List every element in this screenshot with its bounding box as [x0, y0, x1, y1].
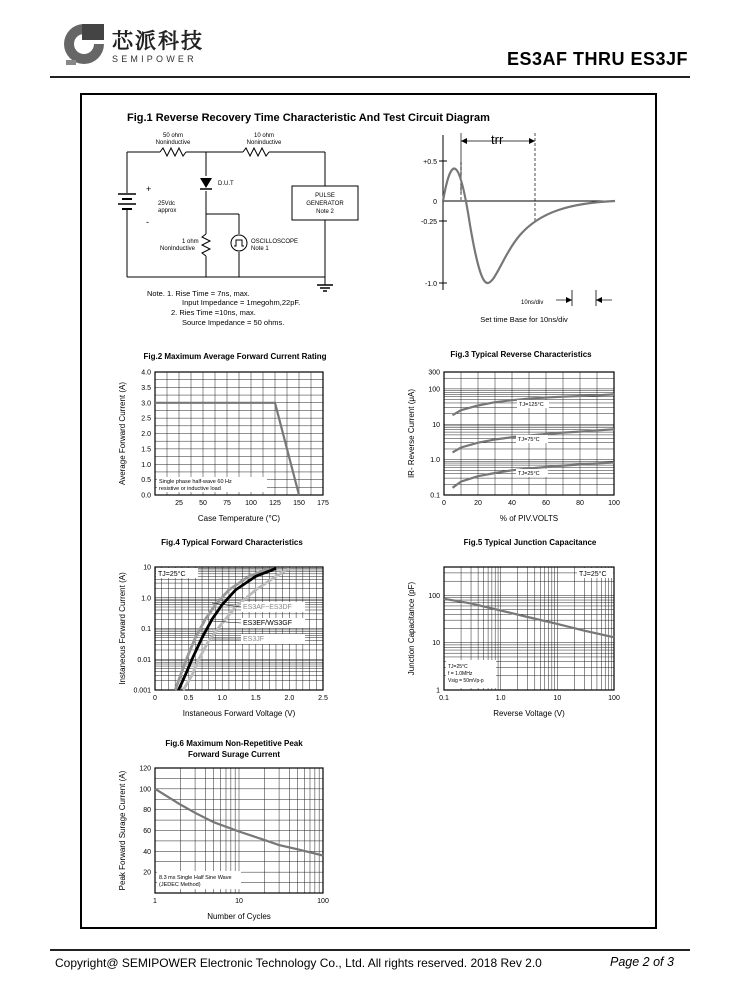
- fig5-xlabel: Reverse Voltage (V): [493, 709, 565, 718]
- fig4-ytick-label: 1.0: [141, 595, 151, 603]
- fig3-ytick-label: 300: [428, 369, 440, 377]
- fig2-ytick-label: 2.0: [141, 431, 151, 438]
- fig2-ytick-label: 1.0: [141, 461, 151, 469]
- fig2-ytick-label: 1.5: [141, 446, 151, 454]
- footer-rule: [50, 949, 690, 951]
- fig1-note-3: 2. Ries Time =10ns, max.: [171, 308, 256, 317]
- fig3-ylabel: IR- Reverse Current (μA): [407, 388, 416, 479]
- copyright-text: Copyright@ SEMIPOWER Electronic Technology Co., Ltd. All rights reserved. 2018 Rev 2.0: [55, 956, 542, 970]
- fig4-ylabel: Instaneous Forward Current (A): [118, 572, 127, 685]
- fig6-xlabel: Number of Cycles: [207, 912, 271, 921]
- fig2-ytick-label: 3.0: [141, 400, 151, 408]
- fig6-ytick-label: 60: [143, 828, 151, 835]
- fig1-note-1: Note. 1. Rise Time = 7ns, max.: [147, 289, 250, 298]
- fig4-ytick-label: 0.001: [133, 687, 151, 695]
- fig4-legend-label: ES3EF/WS3GF: [243, 620, 293, 627]
- fig4-ytick-label: 10: [143, 564, 151, 572]
- trr-label: trr: [491, 132, 504, 147]
- fig6-ytick-label: 20: [143, 869, 151, 877]
- battery-plus: +: [146, 184, 152, 194]
- timebase-label: Set time Base for 10ns/div: [480, 315, 568, 324]
- fig3-title: Fig.3 Typical Reverse Characteristics: [450, 350, 592, 359]
- fig5-condition: TJ=25°C: [579, 571, 607, 578]
- fig3-xlabel: % of PIV.VOLTS: [499, 514, 559, 523]
- fig1-note-4: Source Impedance = 50 ohms.: [182, 318, 285, 327]
- fig3-series-label: TJ=125°C: [519, 402, 544, 408]
- fig4-condition: TJ=25°C: [158, 571, 186, 578]
- fig2-annotation-2: resistive or inductive load: [159, 486, 221, 492]
- fig2-title: Fig.2 Maximum Average Forward Current Rating: [143, 352, 327, 361]
- fig2-xtick-label: 175: [317, 500, 329, 507]
- fig6-ytick-label: 80: [143, 807, 151, 815]
- fig1-note-2: Input Impedance = 1megohm,22pF.: [182, 298, 301, 307]
- fig5-annotation: f = 1.0MHz: [448, 671, 473, 677]
- dut-label: D.U.T: [218, 181, 234, 187]
- fig3-series-label: TJ=25°C: [518, 471, 540, 477]
- pulse-label-3: Note 2: [316, 209, 334, 215]
- document-title: ES3AF THRU ES3JF: [506, 49, 688, 69]
- fig5-xtick-label: 10: [553, 695, 562, 702]
- fig3-series-label: TJ=75°C: [518, 437, 540, 443]
- source-label-2: approx: [158, 208, 177, 214]
- wave-tick-minus025: -0.25: [421, 219, 437, 226]
- osc-label-1: OSCILLOSCOPE: [251, 239, 299, 245]
- fig4-legend-leader: [212, 621, 241, 623]
- fig4-legend-label: ES3AF~ES3DF: [243, 604, 292, 611]
- fig5-xtick-label: 0.1: [439, 695, 449, 702]
- fig4-xtick-label: 2.5: [318, 695, 328, 702]
- fig3-chart: [407, 350, 620, 523]
- fig5-ytick-label: 10: [432, 640, 440, 648]
- fig5-annotation: TJ=25°C: [448, 664, 468, 670]
- fig2-ytick-label: 2.5: [141, 415, 151, 423]
- fig1-title: Fig.1 Reverse Recovery Time Characteristic And Test Circuit Diagram: [127, 112, 490, 124]
- fig3-ytick-label: 10: [432, 421, 440, 429]
- fig1-waveform: [439, 133, 615, 306]
- diode-icon: [200, 178, 212, 188]
- source-label-1: 25Vdc: [158, 201, 176, 207]
- fig3-xtick-label: 0: [442, 500, 446, 507]
- fig6-annotation: (JEDEC Method): [159, 882, 201, 888]
- fig3-xtick-label: 60: [542, 500, 550, 507]
- fig2-xtick-label: 100: [245, 500, 257, 507]
- battery-minus: -: [146, 217, 149, 227]
- fig4-title: Fig.4 Typical Forward Characteristics: [161, 538, 303, 547]
- fig6-annotation: 8.3 ms Single Half Sine Wave: [159, 875, 232, 881]
- fig5-series-line: [444, 599, 614, 638]
- fig3-xtick-label: 40: [508, 500, 516, 507]
- fig5-title: Fig.5 Typical Junction Capacitance: [463, 538, 597, 547]
- fig6-xtick-label: 100: [317, 898, 329, 905]
- oscilloscope-icon: [231, 235, 247, 251]
- fig6-ytick-label: 40: [143, 848, 151, 856]
- fig5-ytick-label: 1: [436, 687, 440, 695]
- fig3-xtick-label: 100: [608, 500, 620, 507]
- brand-chinese-name: 芯派科技: [112, 30, 204, 53]
- fig2-xtick-label: 150: [293, 500, 305, 507]
- fig3-xtick-label: 80: [576, 500, 584, 507]
- fig4-xtick-label: 0.5: [183, 695, 194, 702]
- pulse-label-1: PULSE: [315, 193, 335, 199]
- fig4-xtick-label: 1.0: [217, 695, 228, 702]
- fig5-annotation: Vsig = 50mVp-p: [448, 678, 484, 684]
- fig4-xtick-label: 0: [153, 695, 157, 702]
- fig4-xtick-label: 1.5: [250, 695, 261, 702]
- fig3-xtick-label: 20: [474, 500, 482, 507]
- fig2-ytick-label: 0.5: [141, 477, 151, 485]
- fig6-xtick-label: 1: [153, 898, 157, 905]
- brand-english-name: SEMIPOWER: [112, 54, 197, 64]
- fig2-annotation-1: Single phase half-wave 60 Hz: [159, 479, 232, 485]
- fig2-xtick-label: 25: [175, 500, 183, 507]
- fig4-ytick-label: 0.01: [137, 656, 151, 664]
- r1-note: Noninductive: [155, 140, 191, 146]
- fig2-xtick-label: 125: [269, 500, 281, 507]
- fig2-ytick-label: 0.0: [141, 492, 151, 500]
- fig6-xtick-label: 10: [235, 898, 243, 905]
- r1-value: 50 ohm: [162, 133, 184, 139]
- fig6-chart: [118, 739, 329, 921]
- r2-note: Noninductive: [246, 140, 282, 146]
- fig5-ylabel: Junction Capacitance (pF): [407, 581, 416, 676]
- pulse-label-2: GENERATOR: [306, 201, 344, 207]
- r2-value: 10 ohm: [253, 133, 275, 139]
- fig4-chart: [118, 538, 328, 718]
- fig3-ytick-label: 1.0: [430, 457, 440, 465]
- fig5-ytick-label: 100: [428, 592, 440, 600]
- fig4-xlabel: Instaneous Forward Voltage (V): [182, 709, 296, 718]
- fig4-legend-label: ES3JF: [243, 636, 265, 643]
- wave-tick-0: 0: [433, 199, 437, 206]
- fig3-ytick-label: 0.1: [430, 492, 440, 500]
- fig2-chart: [118, 352, 329, 523]
- fig3-ytick-label: 100: [428, 386, 440, 394]
- fig5-chart: [407, 538, 620, 718]
- timediv-label: 10ns/div: [521, 300, 544, 306]
- fig2-ylabel: Average Forward Current (A): [118, 382, 127, 485]
- osc-label-2: Note 1: [251, 246, 269, 252]
- wave-tick-plus05: +0.5: [423, 159, 437, 166]
- page-number: Page 2 of 3: [610, 955, 674, 969]
- r3-value: 1 ohm: [182, 239, 199, 245]
- fig2-xtick-label: 50: [199, 500, 207, 507]
- r3-note: NonInductive: [160, 246, 196, 252]
- fig6-ylabel: Peak Forward Surage Current (A): [118, 770, 127, 891]
- fig5-xtick-label: 1.0: [495, 695, 506, 702]
- fig2-ytick-label: 4.0: [141, 369, 151, 377]
- fig6-ytick-label: 120: [139, 765, 151, 773]
- fig5-xtick-label: 100: [608, 695, 620, 702]
- fig4-ytick-label: 0.1: [141, 626, 151, 633]
- fig2-ytick-label: 3.5: [141, 384, 151, 392]
- wave-tick-minus1: -1.0: [424, 281, 437, 288]
- fig6-title-line2: Forward Surage Current: [187, 750, 281, 759]
- fig4-xtick-label: 2.0: [284, 695, 295, 702]
- fig6-ytick-label: 100: [139, 786, 151, 794]
- fig2-xtick-label: 75: [223, 500, 231, 507]
- fig2-xlabel: Case Temperature (°C): [197, 514, 281, 523]
- fig6-title: Fig.6 Maximum Non-Repetitive Peak: [165, 739, 303, 748]
